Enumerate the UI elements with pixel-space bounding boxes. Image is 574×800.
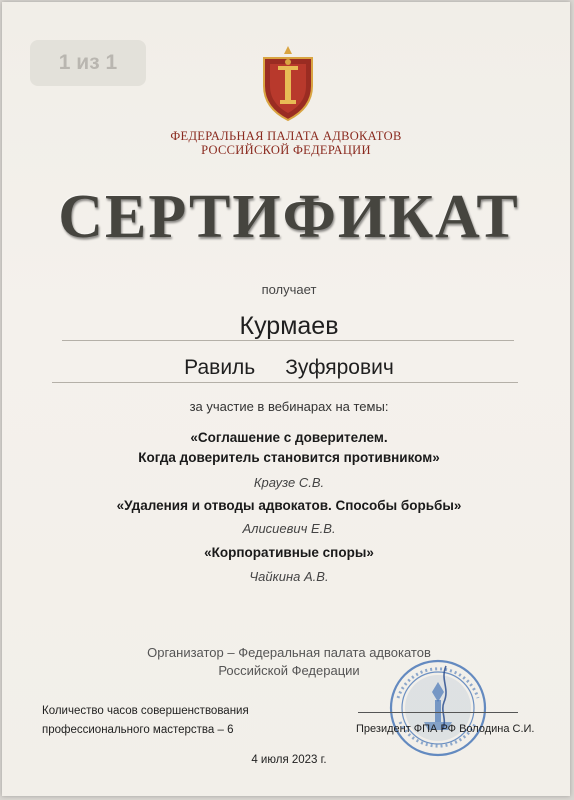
recipient-given-name: Равиль (184, 356, 256, 379)
organization-name-line2: РОССИЙСКОЙ ФЕДЕРАЦИИ (201, 143, 371, 157)
recipient-patronymic: Зуфярович (285, 356, 394, 379)
surname-underline (62, 340, 514, 341)
webinars-intro: за участие в вебинарах на темы: (189, 399, 389, 414)
recipient-surname: Курмаев (239, 312, 339, 340)
topic-2-lecturer: Алисиевич Е.В. (242, 521, 336, 536)
topic-3-title: «Корпоративные споры» (204, 545, 374, 560)
signature-line (358, 712, 518, 713)
official-seal-icon (388, 658, 488, 758)
hours-line1: Количество часов совершенствования (42, 705, 249, 717)
receives-label: получает (261, 282, 317, 297)
topic-1-lecturer: Краузе С.В. (253, 475, 325, 490)
organization-name-line1: ФЕДЕРАЛЬНАЯ ПАЛАТА АДВОКАТОВ (170, 129, 402, 143)
hours-line2: профессионального мастерства – 6 (42, 724, 234, 736)
recipient-name-row (2, 356, 570, 380)
page-counter-badge: 1 из 1 (30, 40, 146, 86)
organizer-line2: Российской Федерации (218, 663, 360, 678)
organizer-line1: Организатор – Федеральная палата адвокатов (147, 645, 431, 660)
fpa-emblem-icon (256, 42, 320, 122)
topic-1-title-line1: «Соглашение с доверителем. (190, 430, 388, 445)
certificate-page (2, 2, 570, 796)
president-signature-label: Президент ФПА РФ Володина С.И. (356, 723, 535, 735)
topic-1-title-line2: Когда доверитель становится противником» (138, 450, 440, 465)
issue-date: 4 июля 2023 г. (251, 754, 327, 766)
certificate-title: СЕРТИФИКАТ (58, 183, 520, 251)
topic-2-title: «Удаления и отводы адвокатов. Способы борьбы» (116, 498, 462, 513)
topic-3-lecturer: Чайкина А.В. (249, 569, 329, 584)
hours-info (42, 702, 249, 740)
name-underline (52, 382, 518, 383)
